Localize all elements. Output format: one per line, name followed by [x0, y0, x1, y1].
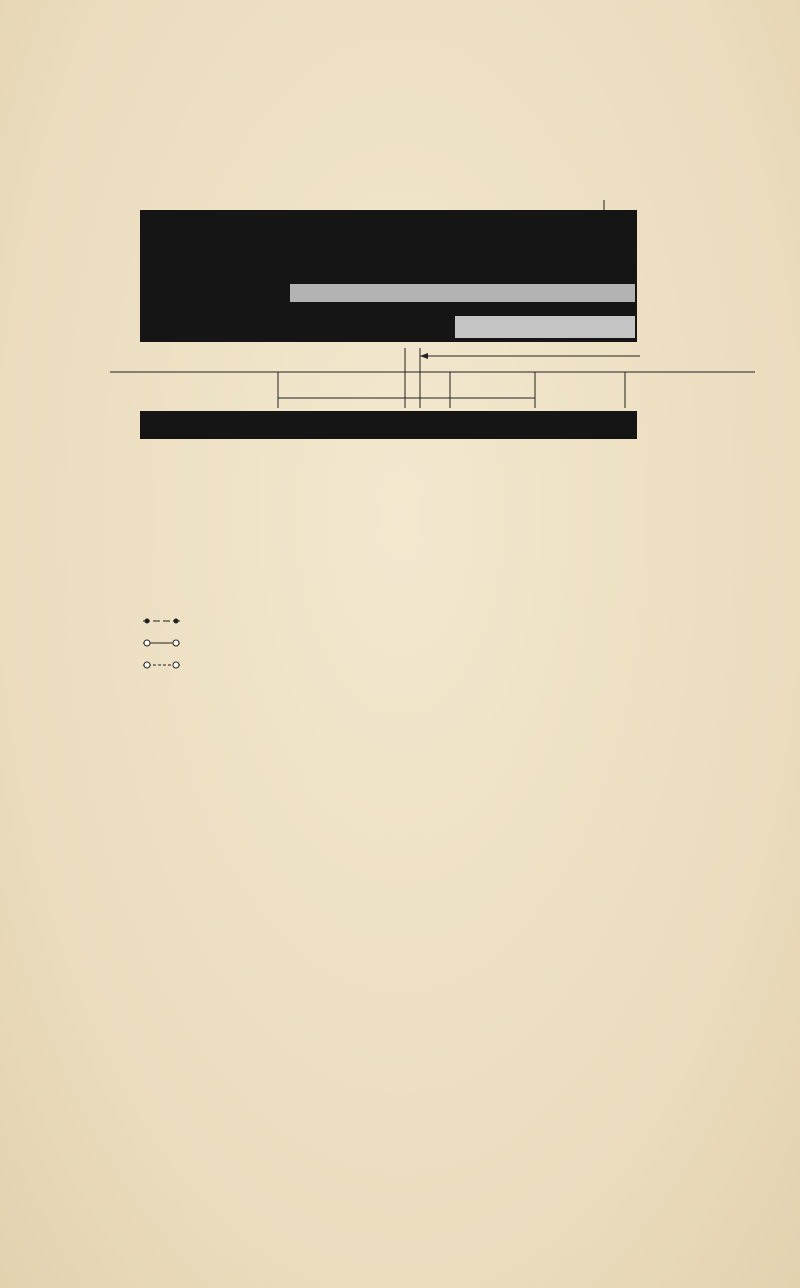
spectra-photo-5 — [140, 411, 637, 439]
chart-legend — [140, 610, 290, 676]
legend-pigmentation — [140, 610, 290, 632]
strip-4-band — [455, 316, 635, 338]
activity-chart — [100, 540, 780, 880]
legend-erytheme-c — [140, 654, 290, 676]
spectrum-figure — [0, 140, 800, 520]
strip-3-band — [290, 284, 635, 302]
legend-erytheme-b — [140, 632, 290, 654]
